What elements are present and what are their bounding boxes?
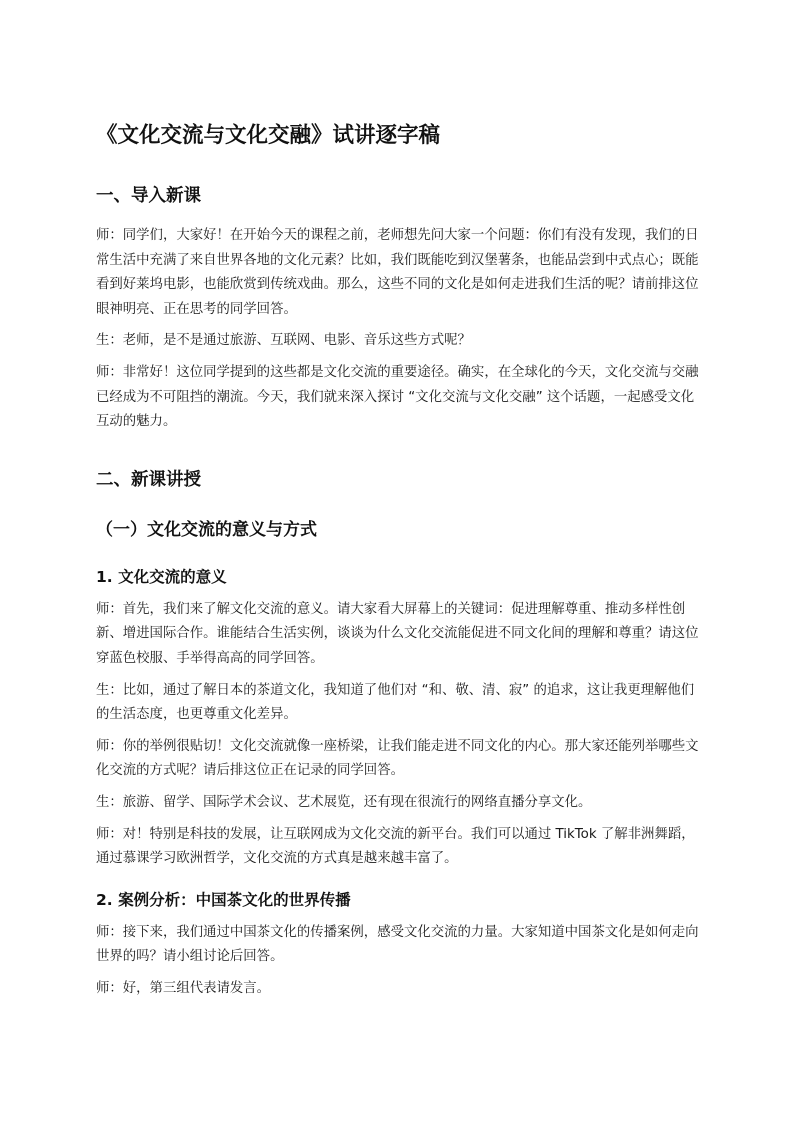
section-heading-lecture: 二、新课讲授	[96, 469, 201, 490]
paragraph: 生：老师，是不是通过旅游、互联网、电影、音乐这些方式呢？	[96, 333, 471, 349]
document-page	[96, 118, 700, 1008]
paragraph: 师：接下来，我们通过中国茶文化的传播案例，感受文化交流的力量。大家知道中国茶文化是如何走向世界的吗？请小组讨论后回答。	[96, 924, 699, 965]
subsection-heading: （一）文化交流的意义与方式	[96, 519, 317, 540]
part-heading-case-study: 2. 案例分析：中国茶文化的世界传播	[96, 890, 351, 909]
paragraph: 师：非常好！这位同学提到的这些都是文化交流的重要途径。确实，在全球化的今天，文化交流与交融已经成为不可阻挡的潮流。今天，我们就来深入探讨 “文化交流与文化交融” 这个话题，一起感受文化互动的魅力。	[96, 364, 699, 430]
paragraph: 师：你的举例很贴切！文化交流就像一座桥梁，让我们能走进不同文化的内心。那大家还能列举哪些文化交流的方式呢？请后排这位正在记录的同学回答。	[96, 738, 699, 779]
paragraph: 生：旅游、留学、国际学术会议、艺术展览，还有现在很流行的网络直播分享文化。	[96, 794, 592, 810]
paragraph: 师：同学们，大家好！在开始今天的课程之前，老师想先问大家一个问题：你们有没有发现，我们的日常生活中充满了来自世界各地的文化元素？比如，我们既能吃到汉堡薯条，也能品尝到中式点心；既能看到好莱坞电影，也能欣赏到传统戏曲。那么，这些不同的文化是如何走进我们生活的呢？请前排这位眼神明亮、正在思考的同学回答。	[96, 228, 699, 317]
section-heading-intro: 一、导入新课	[96, 186, 201, 206]
paragraph: 师：首先，我们来了解文化交流的意义。请大家看大屏幕上的关键词：促进理解尊重、推动多样性创新、增进国际合作。谁能结合生活实例，谈谈为什么文化交流能促进不同文化间的理解和尊重？请这位穿蓝色校服、手举得高高的同学回答。	[96, 601, 699, 666]
paragraph: 生：比如，通过了解日本的茶道文化，我知道了他们对 “和、敬、清、寂” 的追求，这让我更理解他们的生活态度，也更尊重文化差异。	[96, 682, 695, 723]
paragraph: 师：对！特别是科技的发展，让互联网成为文化交流的新平台。我们可以通过 TikTok 了解非洲舞蹈，通过慕课学习欧洲哲学，文化交流的方式真是越来越丰富了。	[96, 826, 695, 867]
paragraph: 师：好，第三组代表请发言。	[96, 980, 271, 996]
part-heading-meaning: 1. 文化交流的意义	[96, 567, 227, 586]
document-title: 《文化交流与文化交融》试讲逐字稿	[96, 123, 441, 148]
